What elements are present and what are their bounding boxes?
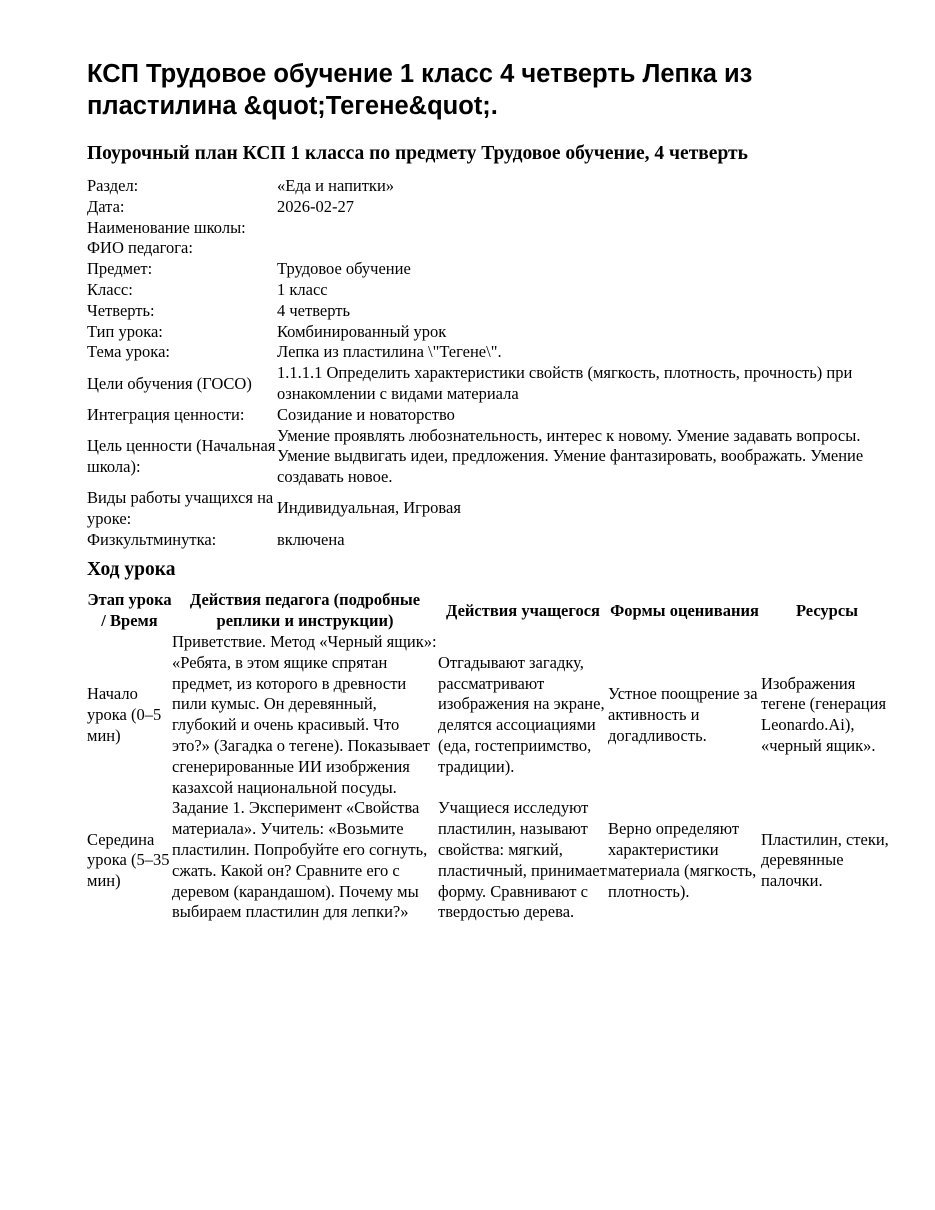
table-row xyxy=(87,632,893,798)
table-header-row xyxy=(87,590,893,632)
info-key: Предмет: xyxy=(87,259,153,279)
info-key: Цель ценности (Начальная школа): xyxy=(87,435,276,476)
info-row-lesson-type xyxy=(87,322,893,343)
info-key: Класс: xyxy=(87,279,133,299)
info-key: Тема урока: xyxy=(87,342,170,362)
document-page xyxy=(87,58,893,923)
lesson-steps-table xyxy=(87,590,893,923)
info-key: Физкультминутка: xyxy=(87,529,217,549)
cell-stage: Середина урока (5–35 мин) xyxy=(87,829,170,891)
cell-resources: Пластилин, стеки, деревянные палочки. xyxy=(761,829,889,891)
lesson-info-table xyxy=(87,176,893,550)
header-student-actions: Действия учащегося xyxy=(446,600,600,620)
info-value: 1.1.1.1 Определить характеристики свойств (мягкость, плотность, прочность) при ознакомлении с видами материала xyxy=(277,363,853,403)
info-row-subject xyxy=(87,259,893,280)
cell-student-actions: Отгадывают загадку, рассматривают изображения на экране, делятся ассоциациями (еда, гостеприимство, традиции). xyxy=(438,652,605,776)
info-key: Четверть: xyxy=(87,300,155,320)
info-row-grade xyxy=(87,280,893,301)
info-key: Цели обучения (ГОСО) xyxy=(87,373,252,393)
info-key: Раздел: xyxy=(87,176,139,195)
info-value: Комбинированный урок xyxy=(277,321,447,341)
info-row-teacher xyxy=(87,238,893,259)
header-stage: Этап урока / Время xyxy=(87,590,172,631)
info-value: Созидание и новаторство xyxy=(277,404,455,424)
info-row-value-goal xyxy=(87,426,893,488)
cell-teacher-actions: Задание 1. Эксперимент «Свойства материала». Учитель: «Возьмите пластилин. Попробуйте его согнуть, сжать. Какой он? Сравните его с деревом (карандашом). Почему мы выбираем пластилин для лепки?» xyxy=(172,798,428,922)
info-value: включена xyxy=(277,529,345,549)
info-row-learning-goals xyxy=(87,363,893,405)
info-value: Лепка из пластилина \"Тегене\". xyxy=(277,342,502,362)
document-title: КСП Трудовое обучение 1 класс 4 четверть Лепка из пластилина &quot;Тегене&quot;. xyxy=(87,60,753,120)
cell-student-actions: Учащиеся исследуют пластилин, называют свойства: мягкий, пластичный, принимает форму. Сравнивают с твердостью дерева. xyxy=(438,798,607,922)
cell-assessment: Устное поощрение за активность и догадливость. xyxy=(608,683,758,745)
info-row-date xyxy=(87,197,893,218)
info-key: Виды работы учащихся на уроке: xyxy=(87,487,274,528)
cell-resources: Изображения тегене (генерация Leonardo.Ai), «черный ящик». xyxy=(761,673,887,755)
info-row-section xyxy=(87,176,893,197)
header-assessment: Формы оценивания xyxy=(610,600,759,620)
info-value: Трудовое обучение xyxy=(277,259,411,279)
info-key: Дата: xyxy=(87,196,125,216)
info-key: Тип урока: xyxy=(87,321,163,341)
info-value: 4 четверть xyxy=(277,300,350,320)
info-key: Наименование школы: xyxy=(87,217,246,237)
info-value: Умение проявлять любознательность, интерес к новому. Умение задавать вопросы. Умение выдвигать идеи, предложения. Умение фантазировать, воображать. Умение создавать новое. xyxy=(277,425,864,487)
cell-stage: Начало урока (0–5 мин) xyxy=(87,683,162,745)
info-value xyxy=(277,218,893,239)
info-value: 2026-02-27 xyxy=(277,196,354,216)
info-row-work-types xyxy=(87,488,893,530)
lesson-progress-heading: Ход урока xyxy=(87,559,176,581)
info-row-physical-break xyxy=(87,530,893,551)
plan-subtitle: Поурочный план КСП 1 класса по предмету Трудовое обучение, 4 четверть xyxy=(87,143,748,164)
info-key: Интеграция ценности: xyxy=(87,404,245,424)
cell-assessment: Верно определяют характеристики материала (мягкость, плотность). xyxy=(608,819,757,901)
info-value: Индивидуальная, Игровая xyxy=(277,498,461,518)
info-value xyxy=(277,238,893,259)
info-value: «Еда и напитки» xyxy=(277,176,395,195)
info-row-topic xyxy=(87,342,893,363)
cell-teacher-actions: Приветствие. Метод «Черный ящик»: «Ребята, в этом ящике спрятан предмет, из которого в древности пили кумыс. Он деревянный, глубокий и очень красивый. Что это?» (Загадка о тегене). Показывает сгенерированные ИИ изобржения казахсой национальной посуды. xyxy=(172,631,437,797)
info-row-school xyxy=(87,218,893,239)
info-row-value-integration xyxy=(87,405,893,426)
header-resources: Ресурсы xyxy=(795,600,859,620)
info-key: ФИО педагога: xyxy=(87,238,193,258)
info-row-quarter xyxy=(87,301,893,322)
info-value: 1 класс xyxy=(277,279,328,299)
header-teacher-actions: Действия педагога (подробные реплики и инструкции) xyxy=(189,590,421,631)
table-row xyxy=(87,798,893,923)
